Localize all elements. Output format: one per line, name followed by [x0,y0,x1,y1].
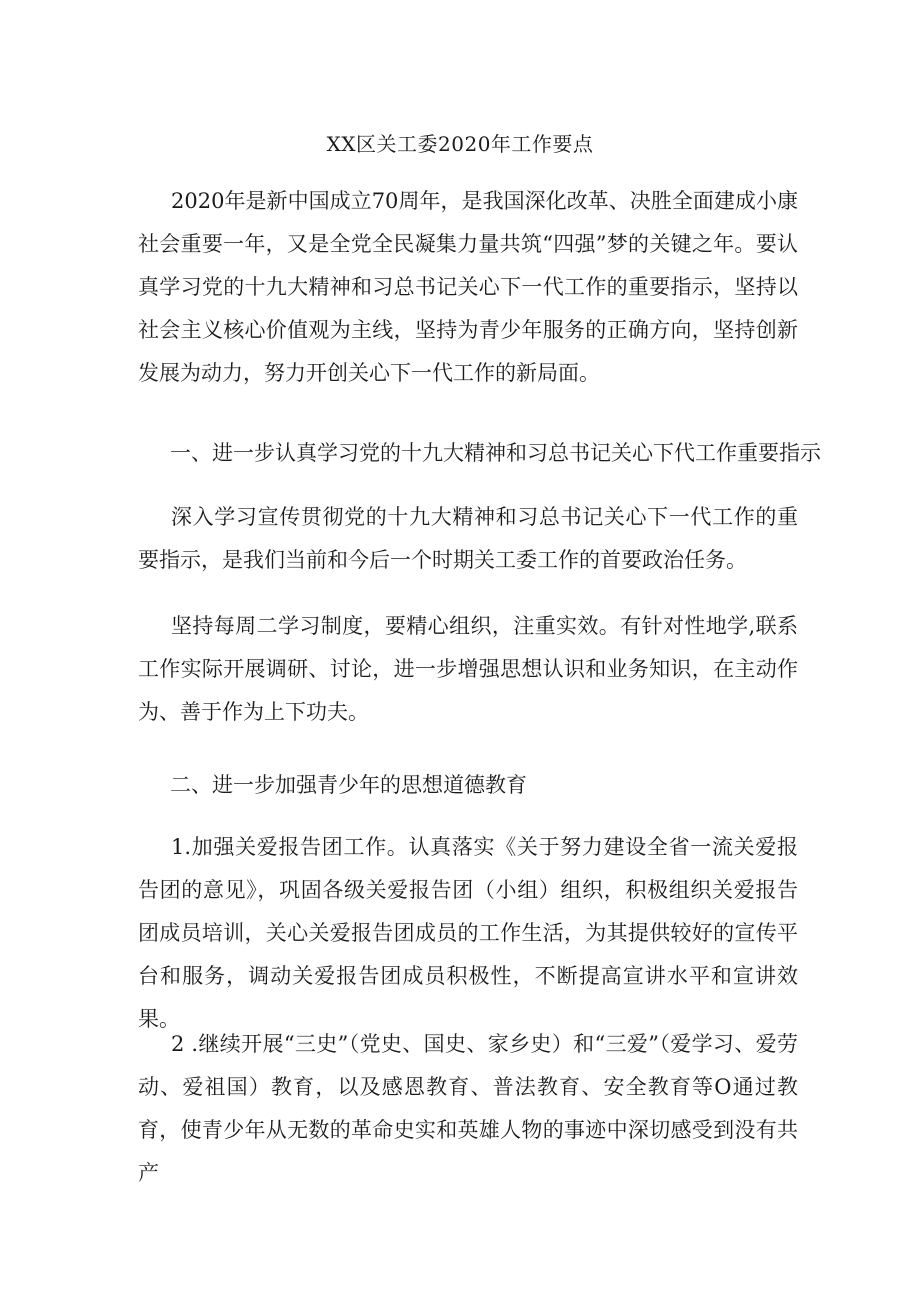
section-2-item-1: 1.加强关爱报告团工作。认真落实《关于努力建设全省一流关爱报告团的意见》，巩固各级关爱报告团（小组）组织，积极组织关爱报告团成员培训，关心关爱报告团成员的工作生活，为其提供较好的宣传平台和服务，调动关爱报告团成员积极性，不断提高宣讲水平和宣讲效果。 [138,835,798,1031]
section-1-paragraph-2: 坚持每周二学习制度，要精心组织，注重实效。有针对性地学,联系工作实际开展调研、讨论，进一步增强思想认识和业务知识，在主动作为、善于作为上下功夫。 [138,614,798,724]
section-1-paragraph-1: 深入学习宣传贯彻党的十九大精神和习总书记关心下一代工作的重要指示，是我们当前和今后一个时期关工委工作的首要政治任务。 [138,505,798,572]
section-2-item-2: 2 .继续开展“三史”（党史、国史、家乡史）和“三爱”（爱学习、爱劳动、爱祖国）教育，以及感恩教育、普法教育、安全教育等O通过教育，使青少年从无数的革命史实和英雄人物的事迹中深切感受到没有共产 [138,1032,798,1185]
document-title: XX区关工委2020年工作要点 [326,132,594,156]
section-2-heading: 二、进一步加强青少年的思想道德教育 [170,773,527,797]
section-1-heading: 一、进一步认真学习党的十九大精神和习总书记关心下代工作重要指示 [170,441,821,465]
intro-paragraph: 2020年是新中国成立70周年，是我国深化改革、决胜全面建成小康社会重要一年，又是全党全民凝集力量共筑“四强”梦的关键之年。要认真学习党的十九大精神和习总书记关心下一代工作的重要指示，坚持以社会主义核心价值观为主线，坚持为青少年服务的正确方向，坚持创新发展为动力，努力开创关心下一代工作的新局面。 [138,189,798,385]
